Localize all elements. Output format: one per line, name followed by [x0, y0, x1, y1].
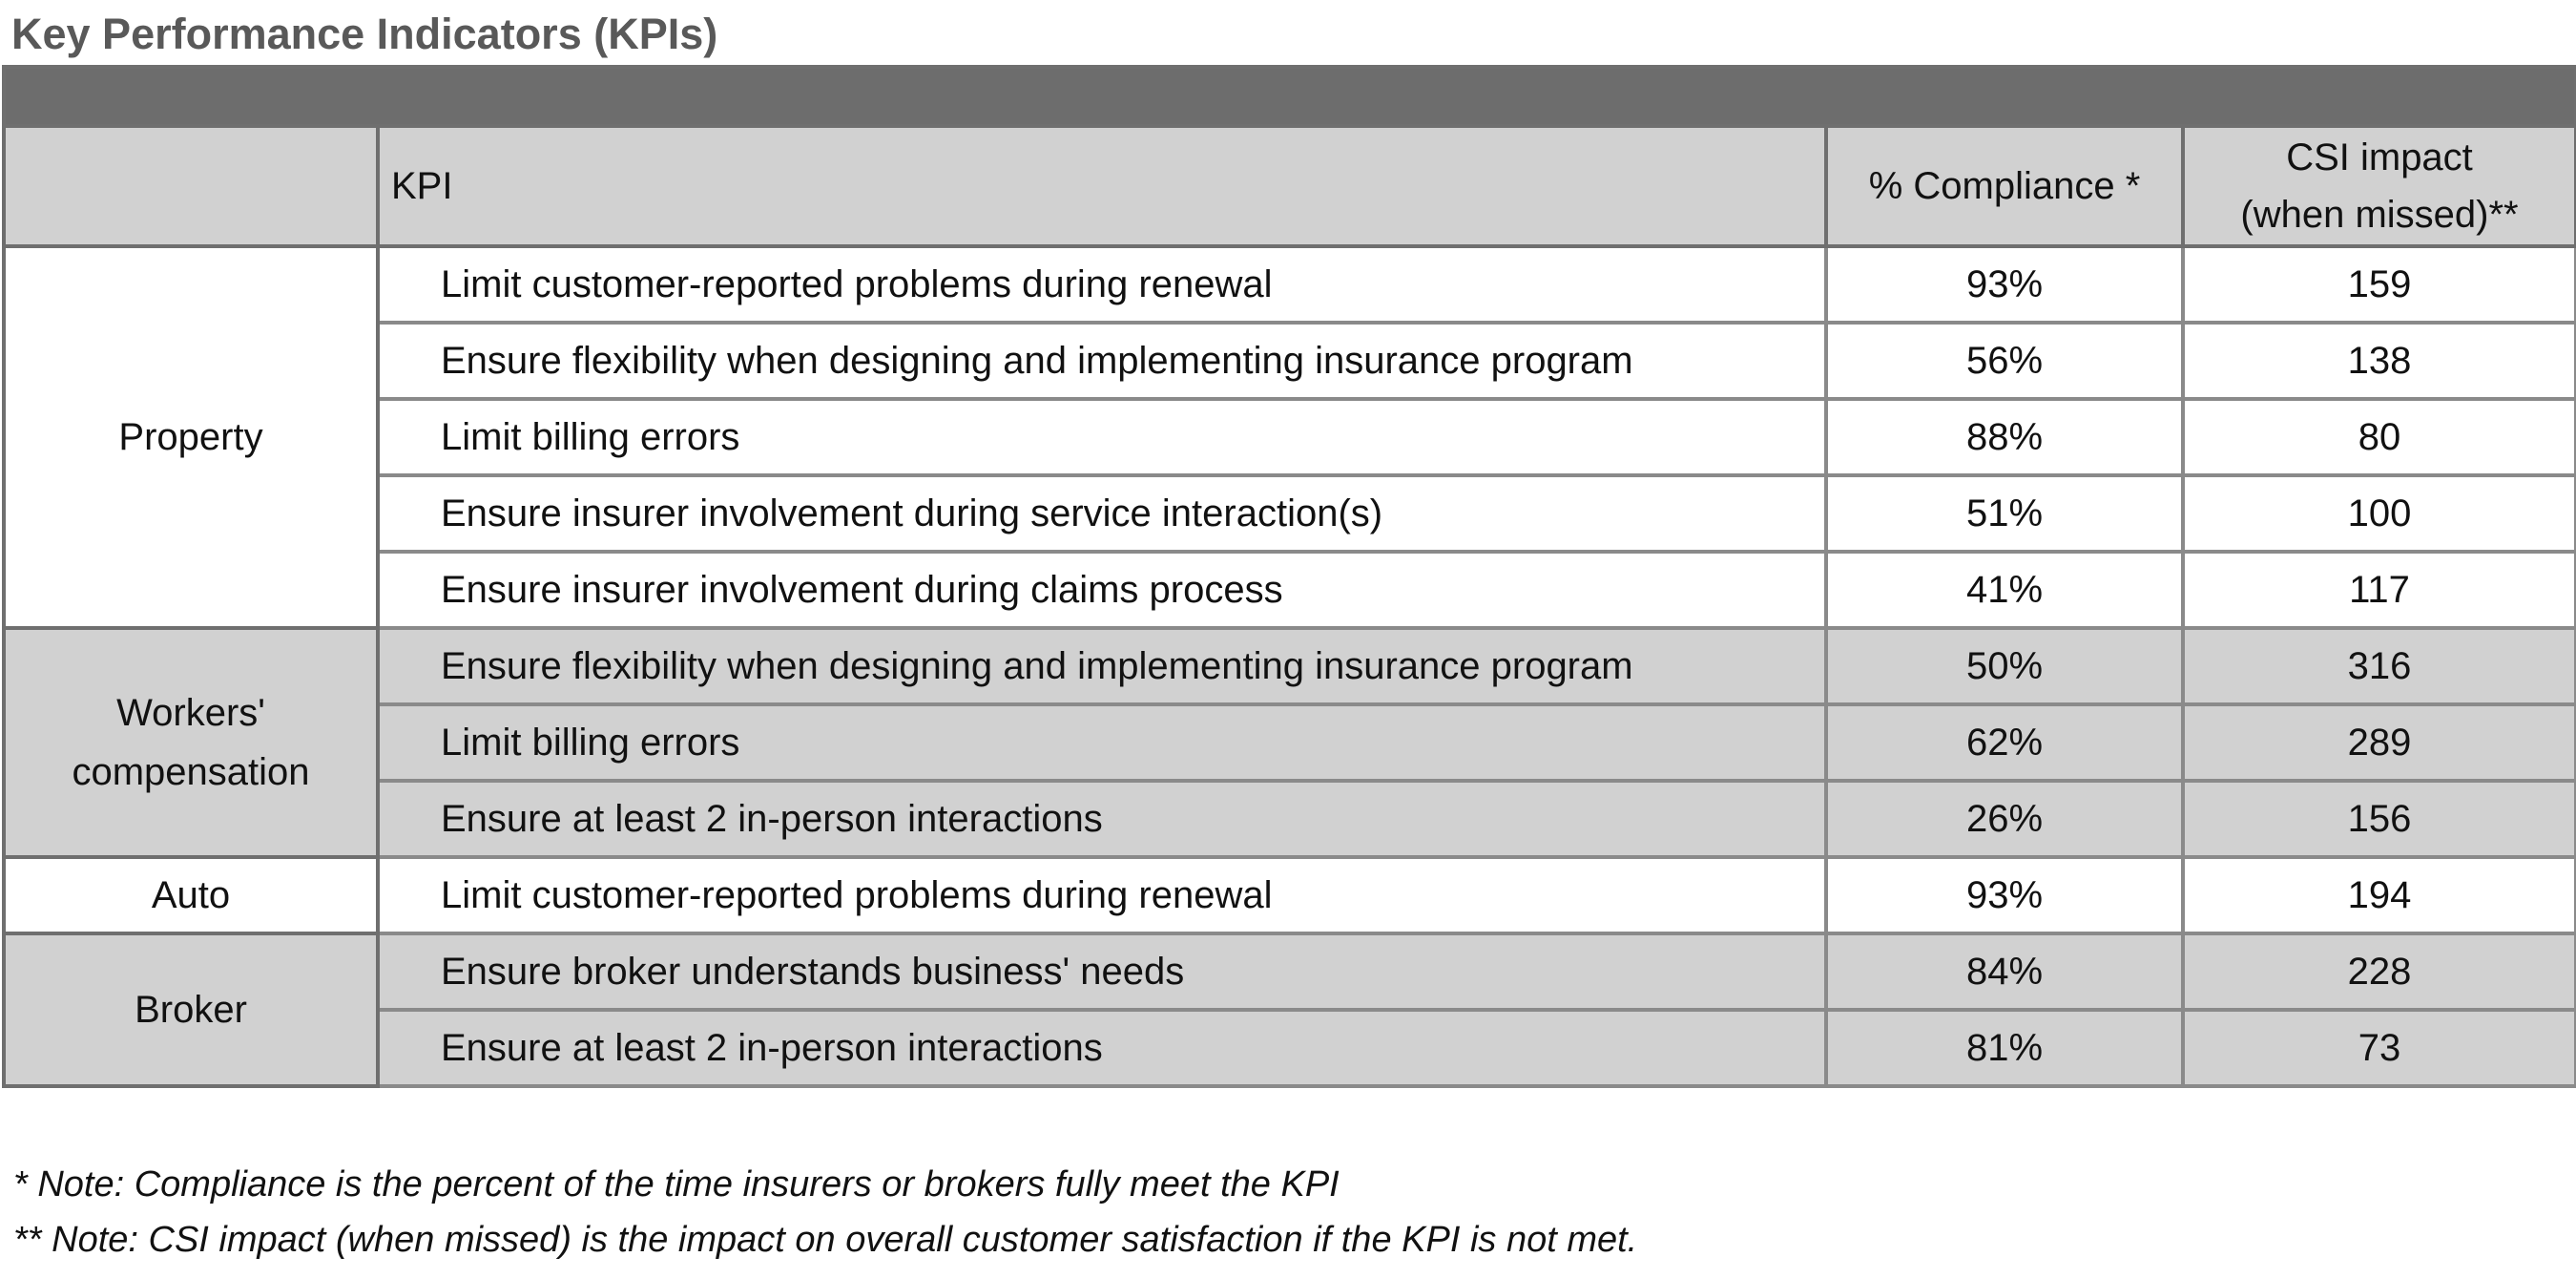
header-compliance: % Compliance *: [1826, 126, 2183, 246]
compliance-value: 26%: [1826, 781, 2183, 857]
compliance-value: 84%: [1826, 933, 2183, 1010]
kpi-label: Ensure at least 2 in-person interactions: [378, 1010, 1826, 1086]
kpi-table: [2, 65, 2576, 1088]
table-row: [4, 475, 2576, 552]
category-line2: compensation: [72, 751, 310, 793]
table-row: [4, 781, 2576, 857]
header-csi-line2: (when missed)**: [2240, 194, 2519, 236]
kpi-label: Ensure flexibility when designing and implementing insurance program: [378, 628, 1826, 704]
footnote-compliance: * Note: Compliance is the percent of the time insurers or brokers fully meet the KPI: [13, 1164, 1340, 1205]
csi-value: 138: [2183, 323, 2576, 399]
table-row: [4, 552, 2576, 628]
compliance-value: 62%: [1826, 704, 2183, 781]
header-band-cell: [4, 67, 2576, 126]
compliance-value: 93%: [1826, 246, 2183, 323]
header-csi-line1: CSI impact: [2286, 136, 2473, 178]
kpi-label: Limit customer-reported problems during renewal: [378, 246, 1826, 323]
header-category: [4, 126, 378, 246]
csi-value: 80: [2183, 399, 2576, 475]
kpi-label: Ensure flexibility when designing and implementing insurance program: [378, 323, 1826, 399]
csi-value: 159: [2183, 246, 2576, 323]
csi-value: 316: [2183, 628, 2576, 704]
csi-value: 100: [2183, 475, 2576, 552]
table-row: [4, 933, 2576, 1010]
table-header-band: [4, 67, 2576, 126]
category-workers-compensation: [4, 628, 378, 857]
kpi-label: Limit billing errors: [378, 399, 1826, 475]
table-row: [4, 323, 2576, 399]
table-row: [4, 857, 2576, 933]
compliance-value: 88%: [1826, 399, 2183, 475]
csi-value: 194: [2183, 857, 2576, 933]
page-title: Key Performance Indicators (KPIs): [11, 10, 718, 58]
csi-value: 117: [2183, 552, 2576, 628]
kpi-label: Limit customer-reported problems during renewal: [378, 857, 1826, 933]
footnote-csi-impact: ** Note: CSI impact (when missed) is the impact on overall customer satisfaction if the KPI is not met.: [13, 1220, 1638, 1260]
category-property: Property: [4, 246, 378, 628]
table-row: [4, 628, 2576, 704]
kpi-label: Ensure insurer involvement during claims process: [378, 552, 1826, 628]
kpi-label: Ensure insurer involvement during service interaction(s): [378, 475, 1826, 552]
table-header-row: [4, 126, 2576, 246]
table-row: [4, 1010, 2576, 1086]
header-csi-impact: [2183, 126, 2576, 246]
csi-value: 289: [2183, 704, 2576, 781]
header-kpi: KPI: [378, 126, 1826, 246]
csi-value: 156: [2183, 781, 2576, 857]
kpi-label: Ensure broker understands business' needs: [378, 933, 1826, 1010]
csi-value: 228: [2183, 933, 2576, 1010]
table-row: [4, 399, 2576, 475]
kpi-label: Limit billing errors: [378, 704, 1826, 781]
kpi-label: Ensure at least 2 in-person interactions: [378, 781, 1826, 857]
compliance-value: 93%: [1826, 857, 2183, 933]
category-line1: Workers': [116, 692, 265, 734]
compliance-value: 41%: [1826, 552, 2183, 628]
category-auto: Auto: [4, 857, 378, 933]
table-row: [4, 246, 2576, 323]
compliance-value: 51%: [1826, 475, 2183, 552]
table-row: [4, 704, 2576, 781]
footnotes: [13, 1157, 1637, 1268]
category-broker: Broker: [4, 933, 378, 1086]
compliance-value: 81%: [1826, 1010, 2183, 1086]
compliance-value: 56%: [1826, 323, 2183, 399]
csi-value: 73: [2183, 1010, 2576, 1086]
compliance-value: 50%: [1826, 628, 2183, 704]
